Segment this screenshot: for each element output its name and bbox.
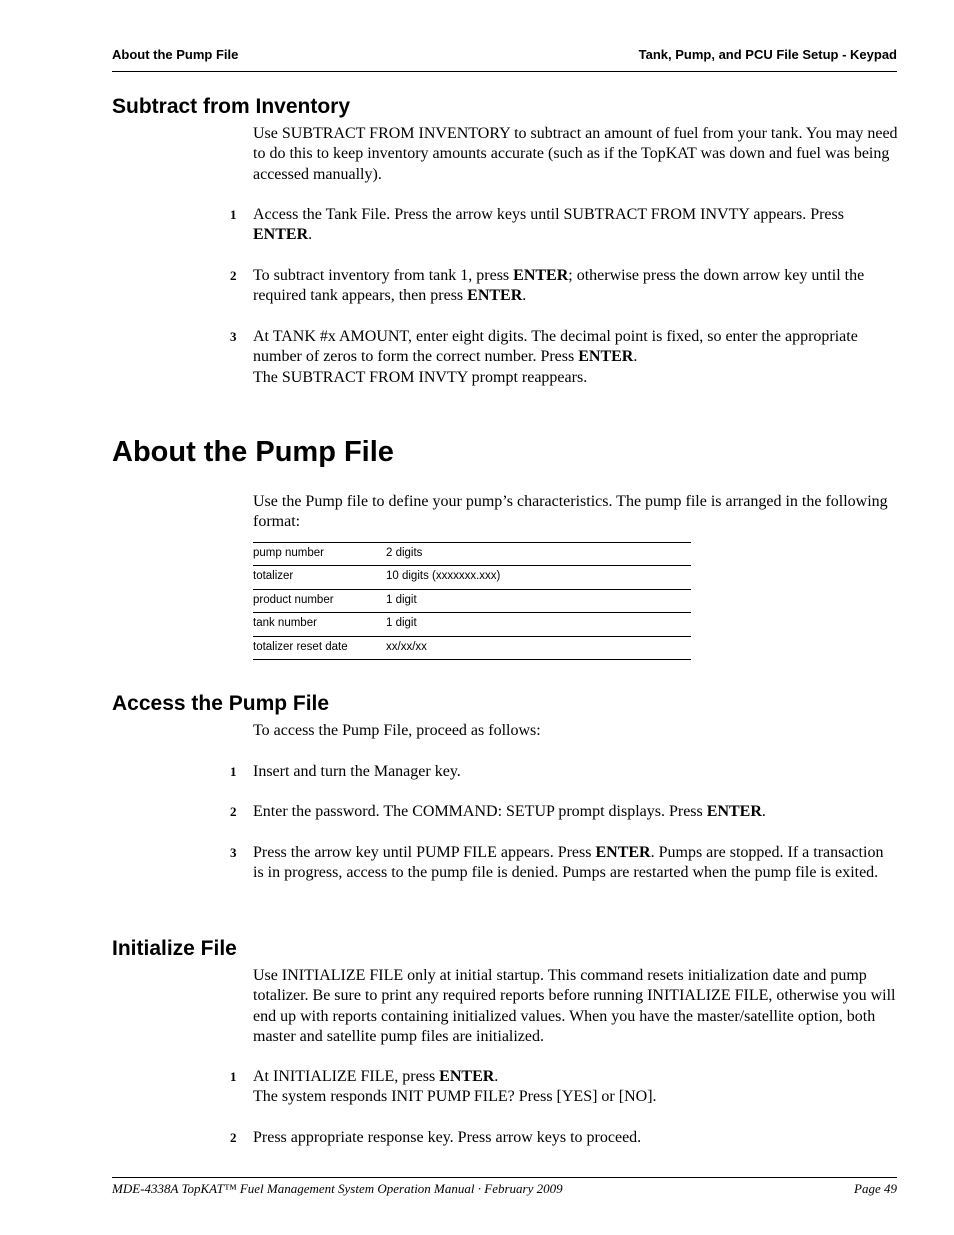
subtract-step-2-text: To subtract inventory from tank 1, press ENTER; otherwise press the down arrow key until the required tank appears, then press ENTER. bbox=[253, 267, 865, 305]
subtract-step-3-number: 3 bbox=[230, 329, 237, 344]
access-step-1-number: 1 bbox=[230, 764, 237, 779]
access-step-3-number: 3 bbox=[230, 845, 237, 860]
pumpfile-intro: Use the Pump file to define your pump’s characteristics. The pump file is arranged in the following format: bbox=[253, 493, 888, 531]
subtract-intro: Use SUBTRACT FROM INVENTORY to subtract an amount of fuel from your tank. You may need to do this to keep inventory amounts accurate (such as if the TopKAT was down and fuel was being accessed manually). bbox=[253, 125, 898, 183]
access-step-2-number: 2 bbox=[230, 804, 237, 819]
field-format: 2 digits bbox=[386, 547, 423, 559]
header-divider bbox=[112, 71, 897, 72]
running-header-chapter: Tank, Pump, and PCU File Setup - Keypad bbox=[638, 47, 897, 62]
subtract-step-2-number: 2 bbox=[230, 268, 237, 283]
access-step-2-text: Enter the password. The COMMAND: SETUP prompt displays. Press ENTER. bbox=[253, 803, 766, 820]
initialize-step-1-text: At INITIALIZE FILE, press ENTER. The system responds INIT PUMP FILE? Press [YES] or [NO]. bbox=[253, 1068, 657, 1106]
subtract-step-3-text: At TANK #x AMOUNT, enter eight digits. The decimal point is fixed, so enter the appropriate number of zeros to form the correct number. Press ENTER. The SUBTRACT FROM INVTY prompt reappears. bbox=[253, 328, 858, 386]
initialize-step-1-number: 1 bbox=[230, 1069, 237, 1084]
access-intro: To access the Pump File, proceed as follows: bbox=[253, 722, 541, 739]
heading-initialize-file: Initialize File bbox=[112, 937, 237, 960]
footer-page-number: Page 49 bbox=[854, 1181, 897, 1196]
initialize-step-2-text: Press appropriate response key. Press arrow keys to proceed. bbox=[253, 1129, 642, 1146]
field-format: 1 digit bbox=[386, 617, 417, 630]
field-name: totalizer reset date bbox=[253, 640, 348, 653]
table-row bbox=[253, 613, 691, 636]
heading-subtract-from-inventory: Subtract from Inventory bbox=[112, 95, 351, 118]
field-name: totalizer bbox=[253, 570, 294, 583]
field-name: tank number bbox=[253, 617, 317, 630]
initialize-intro: Use INITIALIZE FILE only at initial startup. This command resets initialization date and pump totalizer. Be sure to print any required reports before running INITIALIZE FILE, otherwise you will end up with reports containing initialized values. When you have the master/satellite option, both master and satellite pump files are initialized. bbox=[253, 967, 896, 1045]
field-format: 1 digit bbox=[386, 593, 417, 606]
access-step-1-text: Insert and turn the Manager key. bbox=[253, 763, 461, 780]
footer-document-title: MDE-4338A TopKAT™ Fuel Management System Operation Manual · February 2009 bbox=[112, 1181, 563, 1196]
field-format: xx/xx/xx bbox=[386, 640, 427, 653]
initialize-step-1-result: The system responds INIT PUMP FILE? Press [YES] or [NO]. bbox=[253, 1088, 657, 1106]
subtract-step-1-text: Access the Tank File. Press the arrow keys until SUBTRACT FROM INVTY appears. Press ENTER. bbox=[253, 206, 844, 244]
field-name: product number bbox=[253, 593, 334, 606]
field-format: 10 digits (xxxxxxx.xxx) bbox=[386, 570, 501, 583]
subtract-step-3-result: The SUBTRACT FROM INVTY prompt reappears. bbox=[253, 368, 588, 386]
table-row bbox=[253, 543, 691, 566]
heading-about-the-pump-file: About the Pump File bbox=[112, 436, 394, 468]
access-step-3-text: Press the arrow key until PUMP FILE appears. Press ENTER. Pumps are stopped. If a transaction is in progress, access to the pump file is denied. Pumps are restarted when the pump file is exited. bbox=[253, 844, 884, 882]
initialize-step-2-number: 2 bbox=[230, 1130, 237, 1145]
footer-divider bbox=[112, 1177, 897, 1178]
running-header-section: About the Pump File bbox=[112, 47, 239, 62]
subtract-step-1-number: 1 bbox=[230, 207, 237, 222]
pump-file-format-table bbox=[253, 542, 691, 660]
heading-access-the-pump-file: Access the Pump File bbox=[112, 692, 330, 715]
table-row bbox=[253, 590, 691, 613]
table-row bbox=[253, 637, 691, 660]
field-name: pump number bbox=[253, 547, 324, 559]
table-row bbox=[253, 566, 691, 589]
